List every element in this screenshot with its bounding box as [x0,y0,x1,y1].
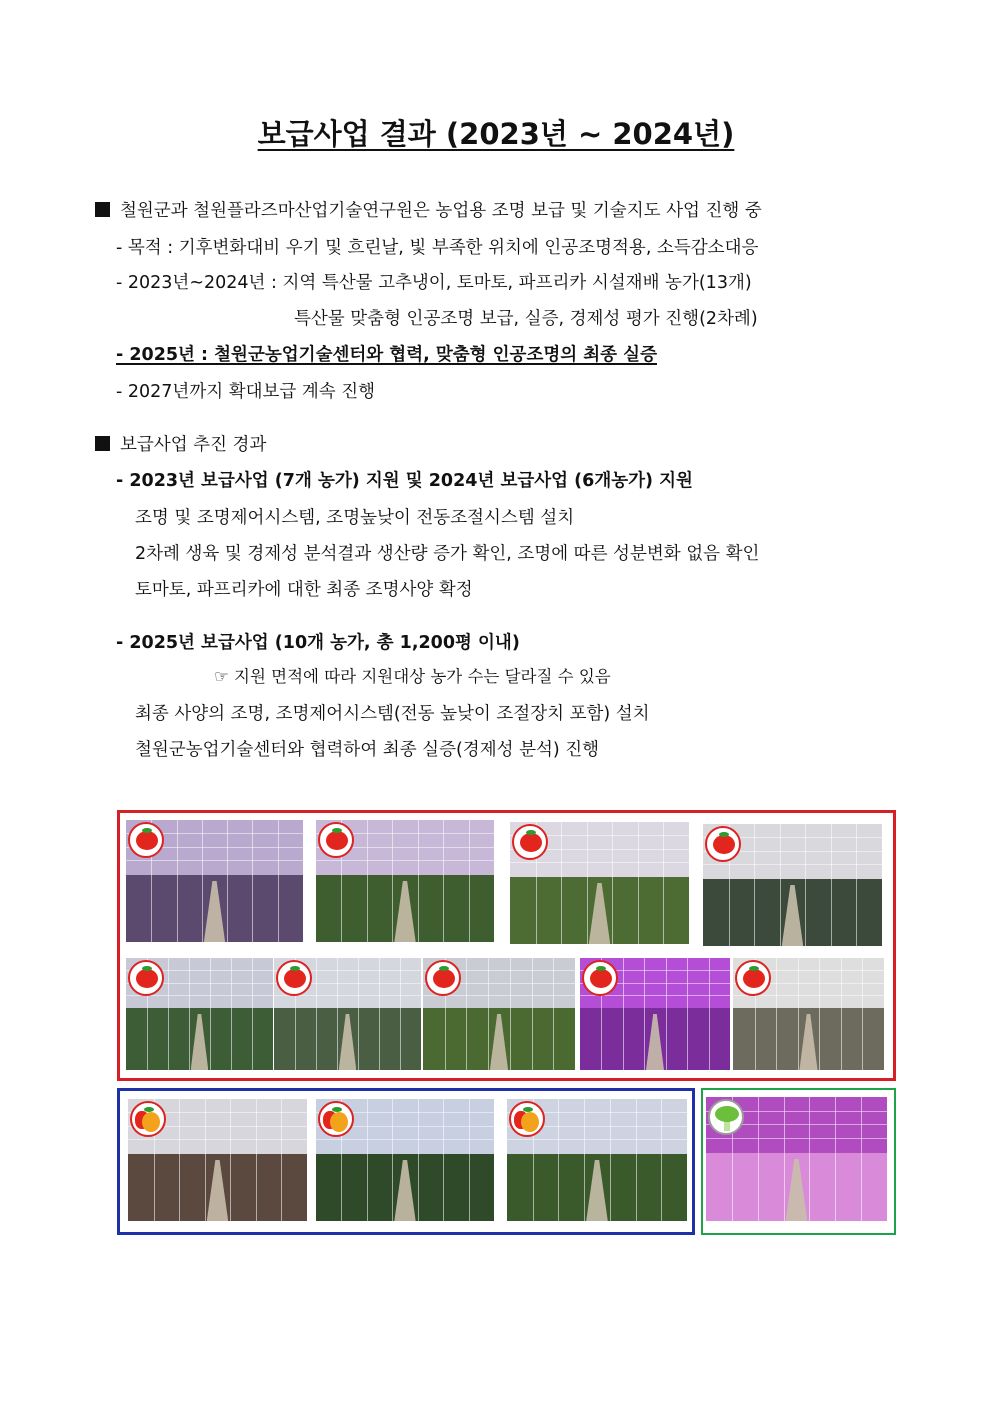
tomato-icon [735,960,771,996]
square-bullet-icon [95,202,110,217]
tomato-icon [318,822,354,858]
section2-heading: 보급사업 추진 경과 [95,433,266,457]
paprika-icon [130,1101,166,1137]
section1-item-2027: - 2027년까지 확대보급 계속 진행 [116,382,376,402]
section1-item-purpose: - 목적 : 기후변화대비 우기 및 흐린날, 빛 부족한 위치에 인공조명적용, 소득감소대응 [116,238,759,258]
section2-sub2-line: 최종 사양의 조명, 조명제어시스템(전동 높낮이 조절장치 포함) 설치 [135,704,650,724]
tomato-icon [705,826,741,862]
section2-sub2-note: ☞ 지원 면적에 따라 지원대상 농가 수는 달라질 수 있음 [214,667,611,686]
tomato-icon [582,960,618,996]
paprika-icon [509,1101,545,1137]
section2-sub1-line: 2차례 생육 및 경제성 분석결과 생산량 증가 확인, 조명에 따른 성분변화 없음 확인 [135,544,760,564]
section2-sub1-line: 조명 및 조명제어시스템, 조명높낮이 전동조절시스템 설치 [135,508,575,528]
section1-heading: 철원군과 철원플라즈마산업기술연구원은 농업용 조명 보급 및 기술지도 사업 진행 중 [95,199,762,223]
section1-item-2025: - 2025년 : 철원군농업기술센터와 협력, 맞춤형 인공조명의 최종 실증 [116,345,657,365]
tomato-icon [128,822,164,858]
greenhouse-photo [510,822,689,944]
greenhouse-photo [128,1099,307,1221]
paprika-icon [318,1101,354,1137]
greenhouse-photo [126,820,303,942]
greenhouse-photo [274,958,421,1070]
section2-sub1-title: - 2023년 보급사업 (7개 농가) 지원 및 2024년 보급사업 (6개농가) 지원 [116,471,693,491]
section1-item-period-cont: 특산물 맞춤형 인공조명 보급, 실증, 경제성 평가 진행(2차례) [294,309,758,329]
greenhouse-photo [706,1097,887,1221]
section1-item-period: - 2023년~2024년 : 지역 특산물 고추냉이, 토마토, 파프리카 시설재배 농가(13개) [116,273,752,293]
section2-sub2-line: 철원군농업기술센터와 협력하여 최종 실증(경제성 분석) 진행 [135,740,600,760]
greenhouse-photo [316,1099,494,1221]
greenhouse-photo [733,958,884,1070]
tomato-icon [276,960,312,996]
page-title: 보급사업 결과 (2023년 ~ 2024년) [257,117,735,151]
greenhouse-photo [423,958,575,1070]
greenhouse-photo [580,958,730,1070]
section2-sub1-line: 토마토, 파프리카에 대한 최종 조명사양 확정 [135,580,473,600]
tomato-icon [425,960,461,996]
section2-sub2-title: - 2025년 보급사업 (10개 농가, 총 1,200평 이내) [116,633,520,653]
broccoli-icon [708,1099,744,1135]
greenhouse-photo [126,958,273,1070]
square-bullet-icon [95,436,110,451]
tomato-icon [512,824,548,860]
greenhouse-photo [316,820,494,942]
greenhouse-photo [507,1099,687,1221]
tomato-icon [128,960,164,996]
greenhouse-photo [703,824,882,946]
